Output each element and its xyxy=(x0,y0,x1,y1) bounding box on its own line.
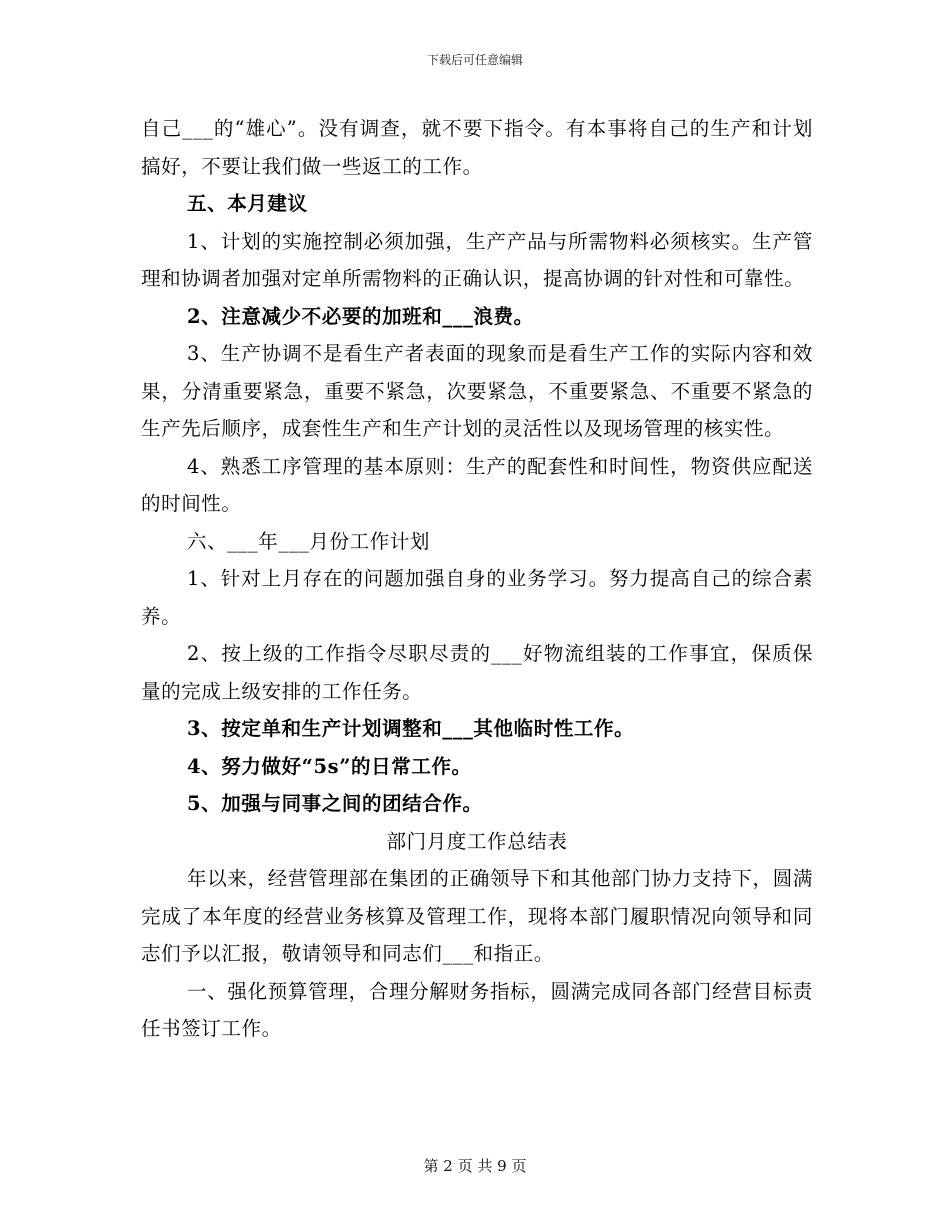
section-heading-work-plan: 六、___年___月份工作计划 xyxy=(187,529,430,553)
document-body xyxy=(141,110,813,1048)
section-heading-recommendations: 五、本月建议 xyxy=(187,192,308,215)
plan-item-1: 1、针对上月存在的问题加强自身的业务学习。努力提高自己的综合素养。 xyxy=(141,567,813,628)
page-number: 第 2 页 共 9 页 xyxy=(423,1157,527,1175)
recommendation-item-4: 4、熟悉工序管理的基本原则：生产的配套性和时间性，物资供应配送的时间性。 xyxy=(141,454,813,515)
paragraph-intro-continuation: 自己___的“雄心”。没有调查，就不要下指令。有本事将自己的生产和计划搞好，不要让我们做一些返工的工作。 xyxy=(141,117,813,178)
plan-item-2: 2、按上级的工作指令尽职尽责的___好物流组装的工作事宜，保质保量的完成上级安排的工作任务。 xyxy=(141,642,813,703)
summary-section-1-heading: 一、强化预算管理，合理分解财务指标，圆满完成同各部门经营目标责任书签订工作。 xyxy=(141,979,813,1040)
document-title: 部门月度工作总结表 xyxy=(386,829,568,853)
plan-item-4: 4、努力做好“5s”的日常工作。 xyxy=(187,754,472,778)
plan-item-3: 3、按定单和生产计划调整和___其他临时性工作。 xyxy=(187,717,635,740)
summary-intro-paragraph: 年以来，经营管理部在集团的正确领导下和其他部门协力支持下，圆满完成了本年度的经营业务核算及管理工作，现将本部门履职情况向领导和同志们予以汇报，敬请领导和同志们___和指正。 xyxy=(141,867,813,965)
plan-item-5: 5、加强与同事之间的团结合作。 xyxy=(187,792,483,815)
recommendation-item-2: 2、注意减少不必要的加班和___浪费。 xyxy=(187,304,534,328)
recommendation-item-1: 1、计划的实施控制必须加强，生产产品与所需物料必须核实。生产管理和协调者加强对定单所需物料的正确认识，提高协调的针对性和可靠性。 xyxy=(141,229,813,290)
page-header: 下载后可任意编辑 xyxy=(426,53,523,67)
recommendation-item-3: 3、生产协调不是看生产者表面的现象而是看生产工作的实际内容和效果，分清重要紧急，重要不紧急，次要紧急，不重要紧急、不重要不紧急的生产先后顺序，成套性生产和生产计划的灵活性以及现场管理的核实性。 xyxy=(141,342,813,440)
